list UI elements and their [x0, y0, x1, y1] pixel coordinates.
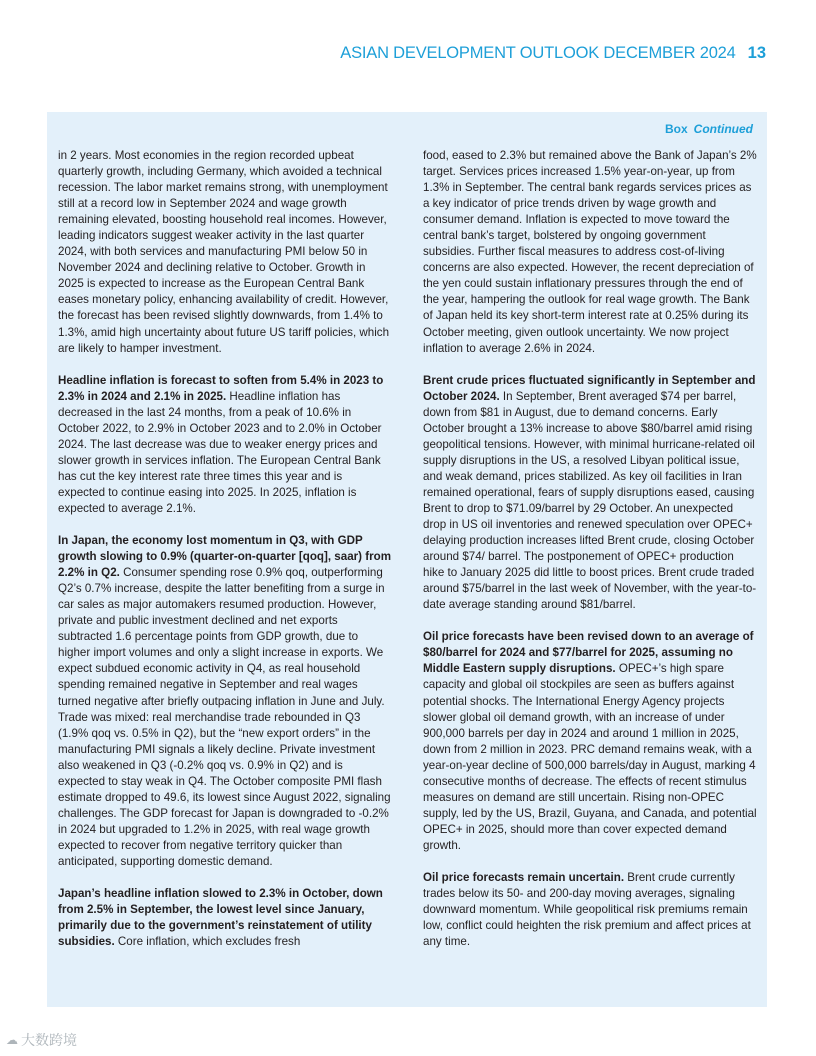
right-column: [423, 148, 757, 966]
cloud-logo-icon: ☁: [6, 1033, 18, 1047]
page-number: 13: [747, 44, 766, 62]
paragraph: food, eased to 2.3% but remained above the Bank of Japan’s 2% target. Services prices increased 1.5% year-on-year, up from 1.3% in September. The central bank regards services prices as a key indicator of price trends driven by wage growth and consumer demand. Inflation is expected to move toward the central bank’s target, bolstered by ongoing government subsidies. Further fiscal measures to address cost-of-living concerns are also expected. However, the recent depreciation of the yen could sustain inflationary pressures through the end of the year, hampering the outlook for real wage growth. The Bank of Japan held its key short-term interest rate at 0.25% during its October meeting, given outlook uncertainty. We now project inflation to average 2.6% in 2024.: [423, 149, 757, 355]
paragraph: Oil price forecasts have been revised down to an average of $80/barrel for 2024 and $77/barrel for 2025, assuming no Middle Eastern supply disruptions. OPEC+’s high spare capacity and global oil stockpiles are seen as buffers against potential shocks. The International Energy Agency projects slower global oil demand growth, with an increase of under 900,000 barrels per day in 2024 and around 1 million in 2025, down from 2 million in 2023. PRC demand remains weak, with a year-on-year decline of 500,000 barrels/day in August, marking 4 consecutive months of decrease. The effects of recent stimulus measures on demand are still uncertain. Rising non-OPEC supply, led by the US, Brazil, Guyana, and Canada, and potential OPEC+ in 2025, should more than cover expected demand growth.: [423, 630, 757, 852]
box-continued-tag: [665, 122, 753, 136]
paragraph: in 2 years. Most economies in the region recorded upbeat quarterly growth, including Germany, which avoided a technical recession. The labor market remains strong, with unemployment still at a record low in September 2024 and wage growth remaining elevated, boosting household real incomes. However, leading indicators suggest weaker activity in the last quarter 2024, with both services and manufacturing PMI below 50 in November 2024 and declining relative to October. Growth in 2025 is expected to increase as the European Central Bank eases monetary policy, enhancing availability of credit. However, the forecast has been revised slightly downwards, from 1.4% to 1.3%, amid high uncertainty about future US tariff policies, which are likely to hamper investment.: [58, 149, 390, 355]
running-header: [340, 44, 766, 63]
paragraph: In Japan, the economy lost momentum in Q3, with GDP growth slowing to 0.9% (quarter-on-quarter [qoq], saar) from 2.2% in Q2. Consumer spending rose 0.9% qoq, outperforming Q2’s 0.7% increase, despite the latter benefiting from a surge in car sales as major automakers resumed production. However, private and public investment declined and net exports subtracted 1.6 percentage points from GDP growth, due to higher import volumes and only a slight increase in exports. We expect subdued economic activity in Q4, as real household spending remained negative in September and real wages turned negative after briefly outpacing inflation in June and July. Trade was mixed: real merchandise trade rebounded in Q3 (1.9% qoq vs. 0.5% in Q2), but the “new export orders” in the manufacturing PMI signals a likely decline. Private investment also weakened in Q3 (-0.2% qoq vs. 0.9% in Q2) and is expected to stay weak in Q4. The October composite PMI flash estimate dropped to 49.6, its lowest since August 2022, signaling challenges. The GDP forecast for Japan is downgraded to -0.2% in 2024 but upgraded to 1.2% in 2025, with real wage growth expected to recover from negative territory quicker than anticipated, supporting domestic demand.: [58, 534, 392, 868]
left-column: [58, 148, 392, 966]
box-panel: [47, 112, 767, 1007]
paragraph: Oil price forecasts remain uncertain. Brent crude currently trades below its 50- and 200-day moving averages, signaling downward momentum. While geopolitical risk premiums remain low, conflict could heighten the risk premium and affect prices at any time.: [423, 870, 751, 949]
watermark-text: 大数跨境: [21, 1032, 77, 1048]
box-continued-label: Continued: [693, 122, 753, 136]
publication-title: ASIAN DEVELOPMENT OUTLOOK DECEMBER 2024: [340, 44, 736, 62]
paragraph: Headline inflation is forecast to soften from 5.4% in 2023 to 2.3% in 2024 and 2.1% in 2025. Headline inflation has decreased in the last 24 months, from a peak of 10.6% in October 2022, to 2.9% in October 2023 and to 2.0% in October 2024. The last decrease was due to weaker energy prices and slower growth in services inflation. The European Central Bank has cut the key interest rate three times this year and is expected to continue easing into 2025. In 2025, inflation is expected to average 2.1%.: [58, 373, 384, 515]
paragraph: Brent crude prices fluctuated significantly in September and October 2024. In September, Brent averaged $74 per barrel, down from $81 in August, due to demand concerns. Early October brought a 13% increase to above $80/barrel amid rising geopolitical tensions. However, with minimal hurricane-related oil supply disruptions in the US, a resolved Libyan political issue, and weak demand, prices stabilized. As key oil facilities in Iran remained operational, fears of supply disruptions eased, causing Brent to drop to $71.09/barrel by 29 October. An unexpected drop in US oil inventories and renewed speculation over OPEC+ delaying production increases lifted Brent crude, closing October around $74/ barrel. The postponement of OPEC+ production hike to January 2025 did little to boost prices. Brent crude traded around $75/barrel in the last week of November, with the year-to-date average standing around $81/barrel.: [423, 373, 757, 612]
watermark: [6, 1030, 77, 1050]
paragraph: Japan’s headline inflation slowed to 2.3% in October, down from 2.5% in September, the lowest level since January, primarily due to the government’s reinstatement of utility subsidies. Core inflation, which excludes fresh: [58, 887, 383, 949]
box-label: Box: [665, 122, 688, 136]
